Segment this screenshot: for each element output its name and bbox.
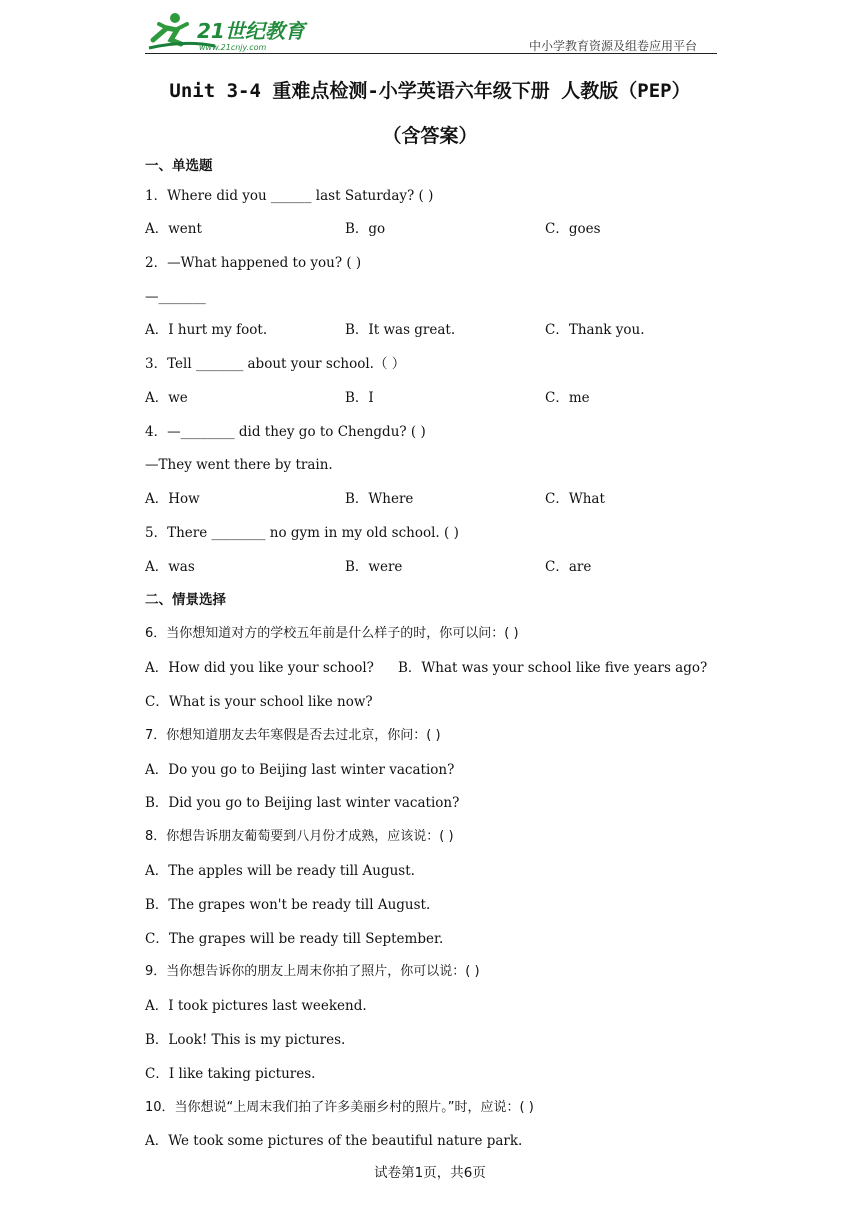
- question-8-option-c: C．The grapes will be ready till September.: [145, 931, 444, 947]
- question-5-option-b: B．were: [345, 559, 403, 575]
- question-3-option-b: B．I: [345, 390, 374, 406]
- question-9-option-a: A．I took pictures last weekend.: [145, 998, 367, 1014]
- question-8-option-a: A．The apples will be ready till August.: [145, 863, 415, 879]
- question-6-option-c: C．What is your school like now?: [145, 694, 373, 710]
- question-1-option-b: B．go: [345, 221, 386, 237]
- question-8-option-b: B．The grapes won't be ready till August.: [145, 897, 431, 913]
- question-3-option-a: A．we: [145, 390, 188, 406]
- question-1-option-a: A．went: [145, 221, 202, 237]
- site-logo: [145, 10, 315, 52]
- question-3-option-c: C．me: [545, 390, 590, 406]
- question-6-stem: 6．当你想知道对方的学校五年前是什么样子的时，你可以问：( ): [145, 626, 519, 641]
- question-2-response: —_______: [145, 289, 206, 305]
- question-5-option-a: A．was: [145, 559, 195, 575]
- question-10-stem: 10．当你想说“上周末我们拍了许多美丽乡村的照片。”时，应说：( ): [145, 1100, 534, 1115]
- svg-text:www.21cnjy.com: www.21cnjy.com: [199, 43, 267, 52]
- question-3-stem: 3．Tell _______ about your school.（ ）: [145, 356, 406, 372]
- header-divider: [145, 53, 717, 54]
- question-2-option-b: B．It was great.: [345, 322, 456, 338]
- question-4-option-b: B．Where: [345, 491, 414, 507]
- question-1-stem: 1．Where did you ______ last Saturday? ( ): [145, 188, 434, 204]
- svg-text:21世纪教育: 21世纪教育: [197, 19, 305, 43]
- section-heading-single-choice: 一、单选题: [145, 158, 213, 174]
- question-2-option-a: A．I hurt my foot.: [145, 322, 268, 338]
- question-1-option-c: C．goes: [545, 221, 601, 237]
- question-4-response: —They went there by train.: [145, 457, 333, 473]
- question-5-stem: 5．There ________ no gym in my old school. ( ): [145, 525, 459, 541]
- question-10-option-a: A．We took some pictures of the beautiful nature park.: [145, 1133, 523, 1149]
- question-4-option-c: C．What: [545, 491, 605, 507]
- question-2-stem: 2．—What happened to you? ( ): [145, 255, 362, 271]
- document-subtitle: （含答案）: [382, 125, 478, 147]
- runner-logo-icon: [145, 10, 315, 52]
- question-7-option-a: A．Do you go to Beijing last winter vacation?: [145, 762, 455, 778]
- question-6-option-b: B．What was your school like five years ago?: [398, 660, 708, 676]
- question-5-option-c: C．are: [545, 559, 592, 575]
- question-9-option-b: B．Look! This is my pictures.: [145, 1032, 346, 1048]
- section-heading-situational: 二、情景选择: [145, 592, 226, 608]
- page-footer: 试卷第1页，共6页: [374, 1165, 486, 1181]
- question-7-option-b: B．Did you go to Beijing last winter vacation?: [145, 795, 460, 811]
- question-4-option-a: A．How: [145, 491, 200, 507]
- question-6-option-a: A．How did you like your school?: [145, 660, 374, 676]
- question-2-option-c: C．Thank you.: [545, 322, 645, 338]
- question-7-stem: 7．你想知道朋友去年寒假是否去过北京，你问：( ): [145, 728, 441, 743]
- question-9-option-c: C．I like taking pictures.: [145, 1066, 316, 1082]
- platform-slogan: 中小学教育资源及组卷应用平台: [528, 39, 697, 53]
- page-header: [145, 8, 717, 56]
- question-8-stem: 8．你想告诉朋友葡萄要到八月份才成熟，应该说：( ): [145, 829, 454, 844]
- document-title: Unit 3-4 重难点检测-小学英语六年级下册 人教版（PEP）: [169, 80, 691, 102]
- question-9-stem: 9．当你想告诉你的朋友上周末你拍了照片，你可以说：( ): [145, 964, 480, 979]
- question-4-stem: 4．—________ did they go to Chengdu? ( ): [145, 424, 426, 440]
